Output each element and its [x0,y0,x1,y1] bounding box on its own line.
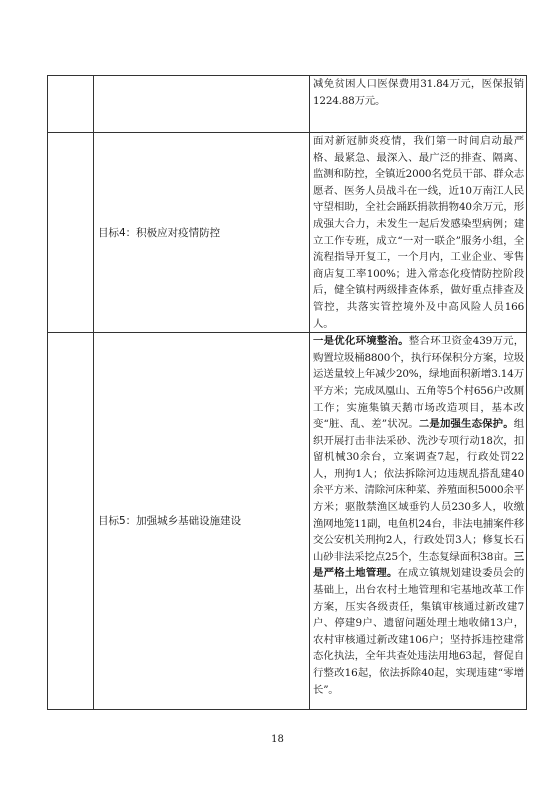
detail-cell [310,133,527,333]
detail-paragraph [313,76,524,109]
goal-cell [94,76,310,133]
table-row [48,333,527,710]
table-row [48,76,527,133]
table-row [48,133,527,333]
policy-table [47,75,527,710]
detail-text: 减免贫困人口医保费用31.84万元，医保报销1224.88万元。 [313,78,524,107]
detail-text: 组织开展打击非法采砂、洗沙专项行动18次，扣留机械30余台，立案调查7起，行政处罚22人，刑拘1人；依法拆除河边违规乱搭乱建40余平方米、清除河床种菜、养殖面积5000余平方米；驱散禁渔区域垂钓人员230多人，收缴渔网地笼11副，电鱼机24台，非法电捕案件移交公安机关刑拘2人，行政处罚3人；修复长石山砂非法采挖点25个，生态复绿面积38亩。 [313,418,524,563]
detail-heading: 二是加强生态保护。 [418,418,514,431]
detail-heading: 三是严格土地管理。 [313,550,524,580]
detail-text: 面对新冠肺炎疫情，我们第一时间启动最严格、最紧急、最深入、最广泛的排查、隔离、监测和防控，全镇近2000名党员干部、群众志愿者、医务人员战斗在一线，近10万南江人民守望相助，全社会踊跃捐款捐物40余万元，形成强大合力，未发生一起后发感染型病例；建立工作专班，成立“一对一联企”服务小组，全流程指导开复工，一个月内，工业企业、零售商店复工率100%；进入常态化疫情防控阶段后，健全镇村两级排查体系，做好重点排查及管控，共落实管控境外及中高风险人员166人。 [313,135,524,330]
detail-paragraph [313,133,524,332]
detail-cell [310,333,527,710]
detail-heading: 一是优化环境整治。 [313,335,409,348]
category-cell [48,333,94,710]
category-cell [48,76,94,133]
detail-cell [310,76,527,133]
goal-cell: 目标4：积极应对疫情防控 [94,133,310,333]
category-cell [48,133,94,333]
detail-text: 整合环卫资金439万元，购置垃圾桶8800个，执行环保积分方案，垃圾运送量较上年减少20%，绿地面积新增3.14万平方米；完成凤凰山、五角等5个村656户改厕工作；实施集镇天鹅市场改造项目，基本改变“脏、乱、差”状况。 [313,335,525,431]
goal-cell: 目标5：加强城乡基础设施建设 [94,333,310,710]
detail-paragraph [313,333,524,698]
page-number: 18 [271,734,284,745]
detail-text: 在成立镇规划建设委员会的基础上，出台农村土地管理和宅基地改革工作方案，压实各级责任，集镇审核通过新改建7户、停建9户、遗留问题处理土地收储13户，农村审核通过新改建106户；坚持拆违控建常态化执法，全年共查处违法用地63起，督促自行整改16起，依法拆除40起，实现违建“零增长”。 [313,567,524,696]
